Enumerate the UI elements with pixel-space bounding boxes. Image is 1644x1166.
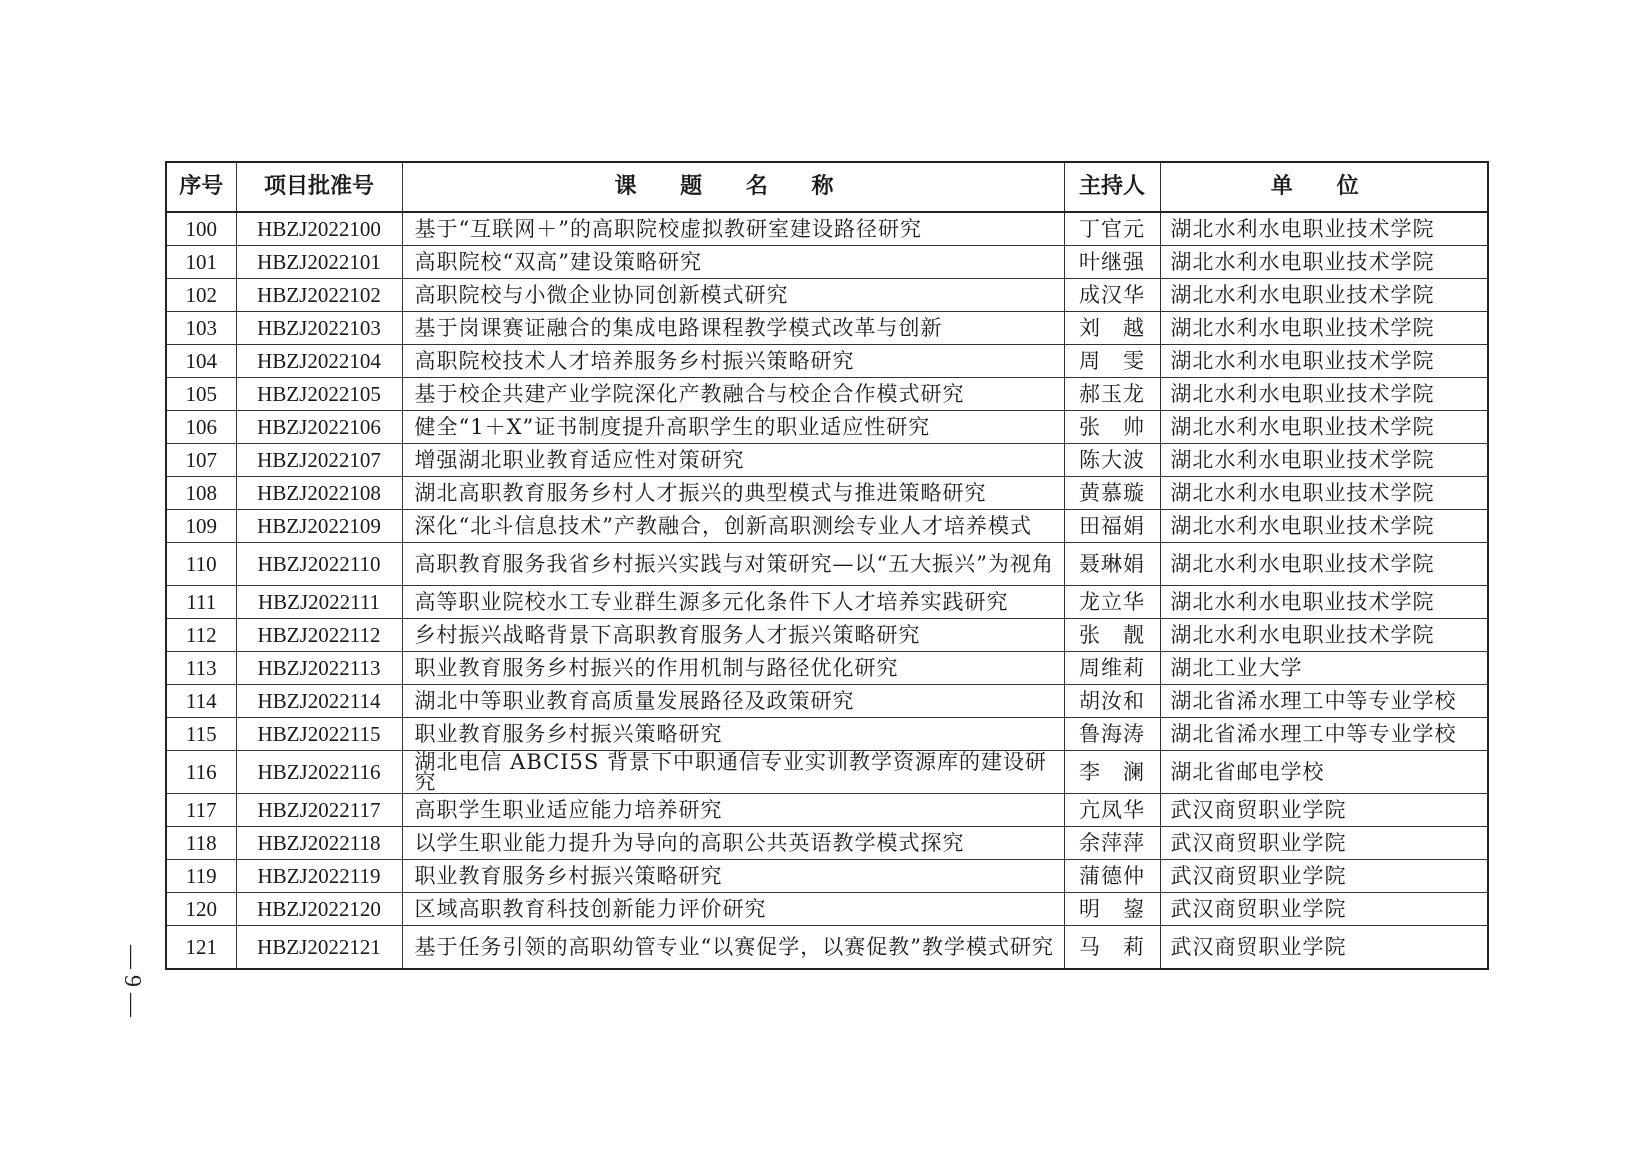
row-code: HBZJ2022108 (236, 477, 402, 510)
row-code: HBZJ2022113 (236, 652, 402, 685)
table-row (166, 378, 1488, 411)
row-code: HBZJ2022109 (236, 510, 402, 543)
row-unit: 湖北水利水电职业技术学院 (1160, 619, 1488, 652)
row-unit: 湖北水利水电职业技术学院 (1160, 411, 1488, 444)
row-host: 田福娟 (1064, 510, 1160, 543)
header-title: 课 题 名 称 (402, 162, 1064, 212)
row-seq: 103 (166, 312, 236, 345)
page-number: — 9 — (119, 945, 145, 1017)
table-row (166, 444, 1488, 477)
row-host: 胡汝和 (1064, 685, 1160, 718)
row-seq: 114 (166, 685, 236, 718)
row-unit: 湖北省邮电学校 (1160, 751, 1488, 794)
row-host: 龙立华 (1064, 586, 1160, 619)
table-row (166, 246, 1488, 279)
row-seq: 108 (166, 477, 236, 510)
table-row (166, 212, 1488, 246)
row-code: HBZJ2022114 (236, 685, 402, 718)
row-title: 基于任务引领的高职幼管专业“以赛促学，以赛促教”教学模式研究 (402, 926, 1064, 970)
header-row (166, 162, 1488, 212)
row-host: 周维莉 (1064, 652, 1160, 685)
table-body (166, 212, 1488, 969)
row-seq: 117 (166, 794, 236, 827)
row-unit: 湖北水利水电职业技术学院 (1160, 543, 1488, 586)
row-title: 湖北电信 ABCI5S 背景下中职通信专业实训教学资源库的建设研究 (402, 751, 1064, 794)
project-table (165, 161, 1489, 970)
row-unit: 湖北水利水电职业技术学院 (1160, 246, 1488, 279)
row-host: 鲁海涛 (1064, 718, 1160, 751)
row-unit: 湖北水利水电职业技术学院 (1160, 212, 1488, 246)
row-host: 黄慕璇 (1064, 477, 1160, 510)
row-title: 职业教育服务乡村振兴的作用机制与路径优化研究 (402, 652, 1064, 685)
table-row (166, 794, 1488, 827)
row-code: HBZJ2022106 (236, 411, 402, 444)
row-unit: 湖北水利水电职业技术学院 (1160, 345, 1488, 378)
header-code: 项目批准号 (236, 162, 402, 212)
row-seq: 119 (166, 860, 236, 893)
row-unit: 湖北省浠水理工中等专业学校 (1160, 718, 1488, 751)
table-row (166, 718, 1488, 751)
row-title: 湖北高职教育服务乡村人才振兴的典型模式与推进策略研究 (402, 477, 1064, 510)
row-code: HBZJ2022116 (236, 751, 402, 794)
row-host: 明 鋆 (1064, 893, 1160, 926)
row-unit: 湖北水利水电职业技术学院 (1160, 279, 1488, 312)
table-row (166, 586, 1488, 619)
row-title: 湖北中等职业教育高质量发展路径及政策研究 (402, 685, 1064, 718)
header-seq: 序号 (166, 162, 236, 212)
row-title: 高职院校技术人才培养服务乡村振兴策略研究 (402, 345, 1064, 378)
row-seq: 120 (166, 893, 236, 926)
header-unit: 单 位 (1160, 162, 1488, 212)
row-title: 基于校企共建产业学院深化产教融合与校企合作模式研究 (402, 378, 1064, 411)
row-seq: 107 (166, 444, 236, 477)
row-unit: 湖北省浠水理工中等专业学校 (1160, 685, 1488, 718)
row-title: 健全“1＋X”证书制度提升高职学生的职业适应性研究 (402, 411, 1064, 444)
table-row (166, 685, 1488, 718)
table-row (166, 543, 1488, 586)
row-code: HBZJ2022102 (236, 279, 402, 312)
row-host: 郝玉龙 (1064, 378, 1160, 411)
row-code: HBZJ2022104 (236, 345, 402, 378)
row-seq: 110 (166, 543, 236, 586)
table-row (166, 652, 1488, 685)
row-host: 聂琳娟 (1064, 543, 1160, 586)
row-unit: 武汉商贸职业学院 (1160, 827, 1488, 860)
header-host: 主持人 (1064, 162, 1160, 212)
row-code: HBZJ2022103 (236, 312, 402, 345)
row-title: 基于岗课赛证融合的集成电路课程教学模式改革与创新 (402, 312, 1064, 345)
row-title: 职业教育服务乡村振兴策略研究 (402, 860, 1064, 893)
table-row (166, 893, 1488, 926)
row-title: 职业教育服务乡村振兴策略研究 (402, 718, 1064, 751)
row-code: HBZJ2022101 (236, 246, 402, 279)
row-host: 陈大波 (1064, 444, 1160, 477)
row-host: 刘 越 (1064, 312, 1160, 345)
row-title: 基于“互联网＋”的高职院校虚拟教研室建设路径研究 (402, 212, 1064, 246)
row-unit: 武汉商贸职业学院 (1160, 926, 1488, 970)
row-host: 周 雯 (1064, 345, 1160, 378)
row-code: HBZJ2022112 (236, 619, 402, 652)
table-row (166, 619, 1488, 652)
row-unit: 湖北水利水电职业技术学院 (1160, 586, 1488, 619)
row-host: 蒲德仲 (1064, 860, 1160, 893)
row-code: HBZJ2022121 (236, 926, 402, 970)
row-title: 高职学生职业适应能力培养研究 (402, 794, 1064, 827)
row-unit: 湖北水利水电职业技术学院 (1160, 312, 1488, 345)
row-seq: 104 (166, 345, 236, 378)
table-row (166, 345, 1488, 378)
row-title: 以学生职业能力提升为导向的高职公共英语教学模式探究 (402, 827, 1064, 860)
row-code: HBZJ2022117 (236, 794, 402, 827)
row-title: 高等职业院校水工专业群生源多元化条件下人才培养实践研究 (402, 586, 1064, 619)
row-title: 增强湖北职业教育适应性对策研究 (402, 444, 1064, 477)
row-unit: 武汉商贸职业学院 (1160, 860, 1488, 893)
row-host: 叶继强 (1064, 246, 1160, 279)
row-title: 高职院校“双高”建设策略研究 (402, 246, 1064, 279)
row-code: HBZJ2022110 (236, 543, 402, 586)
table-row (166, 860, 1488, 893)
row-code: HBZJ2022107 (236, 444, 402, 477)
table-row (166, 411, 1488, 444)
row-seq: 116 (166, 751, 236, 794)
row-host: 张 靓 (1064, 619, 1160, 652)
row-seq: 115 (166, 718, 236, 751)
table-row (166, 827, 1488, 860)
table-row (166, 477, 1488, 510)
table-row (166, 510, 1488, 543)
row-host: 丁官元 (1064, 212, 1160, 246)
row-seq: 101 (166, 246, 236, 279)
row-title: 深化“北斗信息技术”产教融合，创新高职测绘专业人才培养模式 (402, 510, 1064, 543)
row-unit: 湖北水利水电职业技术学院 (1160, 510, 1488, 543)
row-unit: 湖北工业大学 (1160, 652, 1488, 685)
row-title: 乡村振兴战略背景下高职教育服务人才振兴策略研究 (402, 619, 1064, 652)
row-unit: 湖北水利水电职业技术学院 (1160, 378, 1488, 411)
row-code: HBZJ2022119 (236, 860, 402, 893)
row-unit: 武汉商贸职业学院 (1160, 794, 1488, 827)
row-code: HBZJ2022105 (236, 378, 402, 411)
row-seq: 100 (166, 212, 236, 246)
row-title: 高职教育服务我省乡村振兴实践与对策研究—以“五大振兴”为视角 (402, 543, 1064, 586)
table-row (166, 926, 1488, 970)
row-unit: 武汉商贸职业学院 (1160, 893, 1488, 926)
row-seq: 111 (166, 586, 236, 619)
row-host: 张 帅 (1064, 411, 1160, 444)
row-seq: 105 (166, 378, 236, 411)
row-seq: 121 (166, 926, 236, 970)
row-host: 成汉华 (1064, 279, 1160, 312)
row-code: HBZJ2022120 (236, 893, 402, 926)
row-host: 亢凤华 (1064, 794, 1160, 827)
row-code: HBZJ2022100 (236, 212, 402, 246)
row-code: HBZJ2022111 (236, 586, 402, 619)
row-title: 高职院校与小微企业协同创新模式研究 (402, 279, 1064, 312)
row-host: 余萍萍 (1064, 827, 1160, 860)
row-host: 李 澜 (1064, 751, 1160, 794)
row-title: 区域高职教育科技创新能力评价研究 (402, 893, 1064, 926)
row-seq: 109 (166, 510, 236, 543)
table-row (166, 751, 1488, 794)
row-seq: 106 (166, 411, 236, 444)
row-seq: 112 (166, 619, 236, 652)
table-row (166, 312, 1488, 345)
row-seq: 102 (166, 279, 236, 312)
row-host: 马 莉 (1064, 926, 1160, 970)
table-row (166, 279, 1488, 312)
row-code: HBZJ2022118 (236, 827, 402, 860)
row-code: HBZJ2022115 (236, 718, 402, 751)
row-seq: 118 (166, 827, 236, 860)
row-unit: 湖北水利水电职业技术学院 (1160, 444, 1488, 477)
row-unit: 湖北水利水电职业技术学院 (1160, 477, 1488, 510)
row-seq: 113 (166, 652, 236, 685)
table-header (166, 162, 1488, 212)
